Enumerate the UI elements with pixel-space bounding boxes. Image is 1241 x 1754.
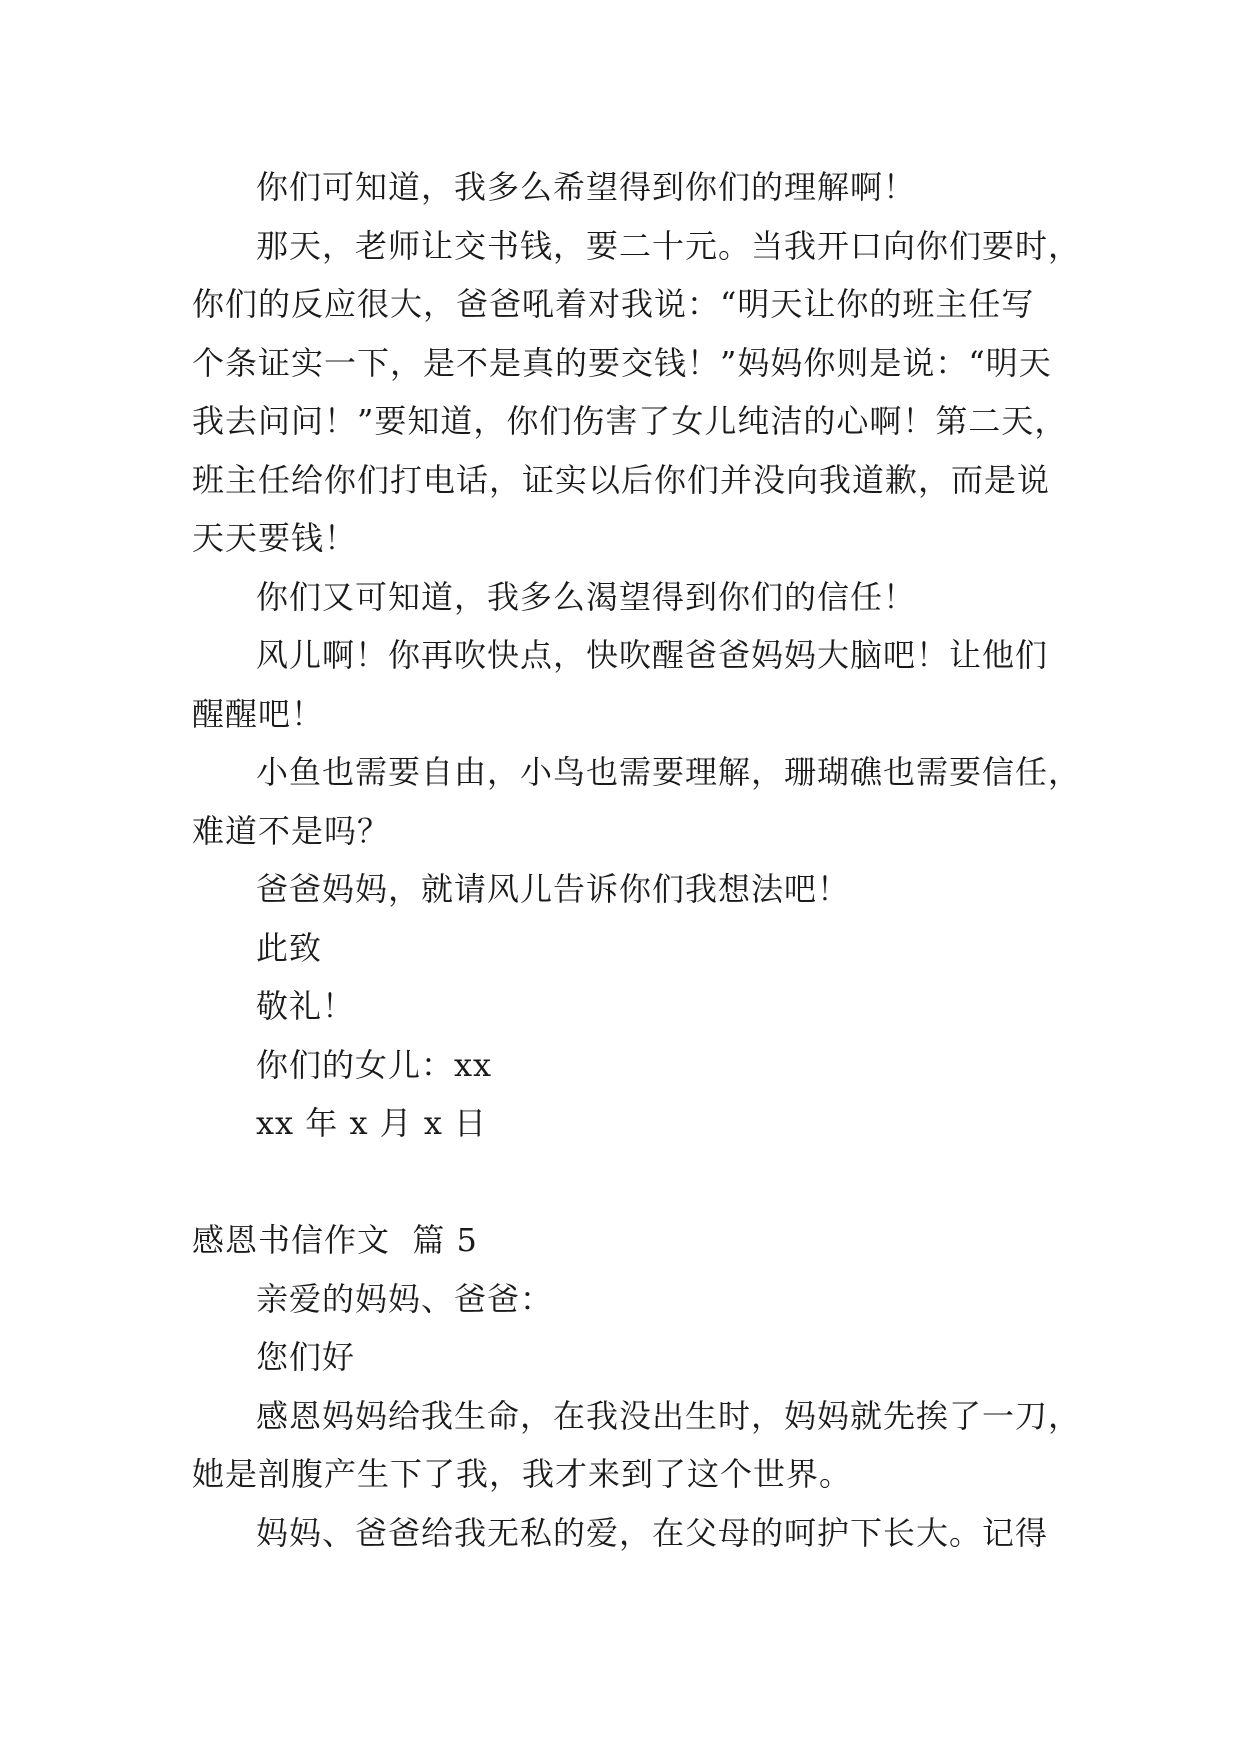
section-title: 感恩书信作文 篇 5	[192, 1221, 478, 1259]
paragraph-line: 班主任给你们打电话，证实以后你们并没向我道歉，而是说	[192, 460, 1051, 499]
paragraph-line: 难道不是吗？	[192, 811, 391, 850]
salutation-line: 亲爱的妈妈、爸爸：	[256, 1279, 554, 1318]
closing-line: 敬礼！	[256, 987, 356, 1025]
paragraph-line: 风儿啊！你再吹快点，快吹醒爸爸妈妈大脑吧！让他们	[256, 636, 1049, 674]
paragraph-line: 爸爸妈妈，就请风儿告诉你们我想法吧！	[256, 870, 851, 908]
paragraph-line: 你们可知道，我多么希望得到你们的理解啊！	[256, 168, 917, 206]
signature-line: 你们的女儿：xx	[256, 1045, 493, 1084]
paragraph-line: 妈妈、爸爸给我无私的爱，在父母的呵护下长大。记得	[256, 1513, 1049, 1552]
paragraph-line: 天天要钱！	[192, 519, 358, 557]
closing-line: 此致	[256, 928, 323, 967]
document-body	[192, 158, 1082, 1562]
greeting-line: 您们好	[256, 1338, 356, 1376]
paragraph-line: 个条证实一下，是不是真的要交钱！”妈妈你则是说：“明天	[192, 343, 1052, 382]
section-spacer	[192, 1153, 1054, 1212]
paragraph-line: 我去问问！”要知道，你们伤害了女儿纯洁的心啊！第二天，	[192, 402, 1068, 440]
paragraph-line: 她是剖腹产生下了我，我才来到了这个世界。	[192, 1455, 853, 1493]
paragraph-line: 醒醒吧！	[192, 694, 325, 733]
paragraph-line: 小鱼也需要自由，小鸟也需要理解，珊瑚礁也需要信任，	[256, 753, 1082, 791]
paragraph-line: 那天，老师让交书钱，要二十元。当我开口向你们要时，	[256, 226, 1082, 265]
paragraph-line: 你们又可知道，我多么渴望得到你们的信任！	[256, 577, 917, 616]
date-line: xx 年 x 月 x 日	[256, 1104, 488, 1142]
paragraph-line: 你们的反应很大，爸爸吼着对我说：“明天让你的班主任写	[192, 285, 1035, 323]
paragraph-line: 感恩妈妈给我生命，在我没出生时，妈妈就先挨了一刀，	[256, 1396, 1082, 1435]
